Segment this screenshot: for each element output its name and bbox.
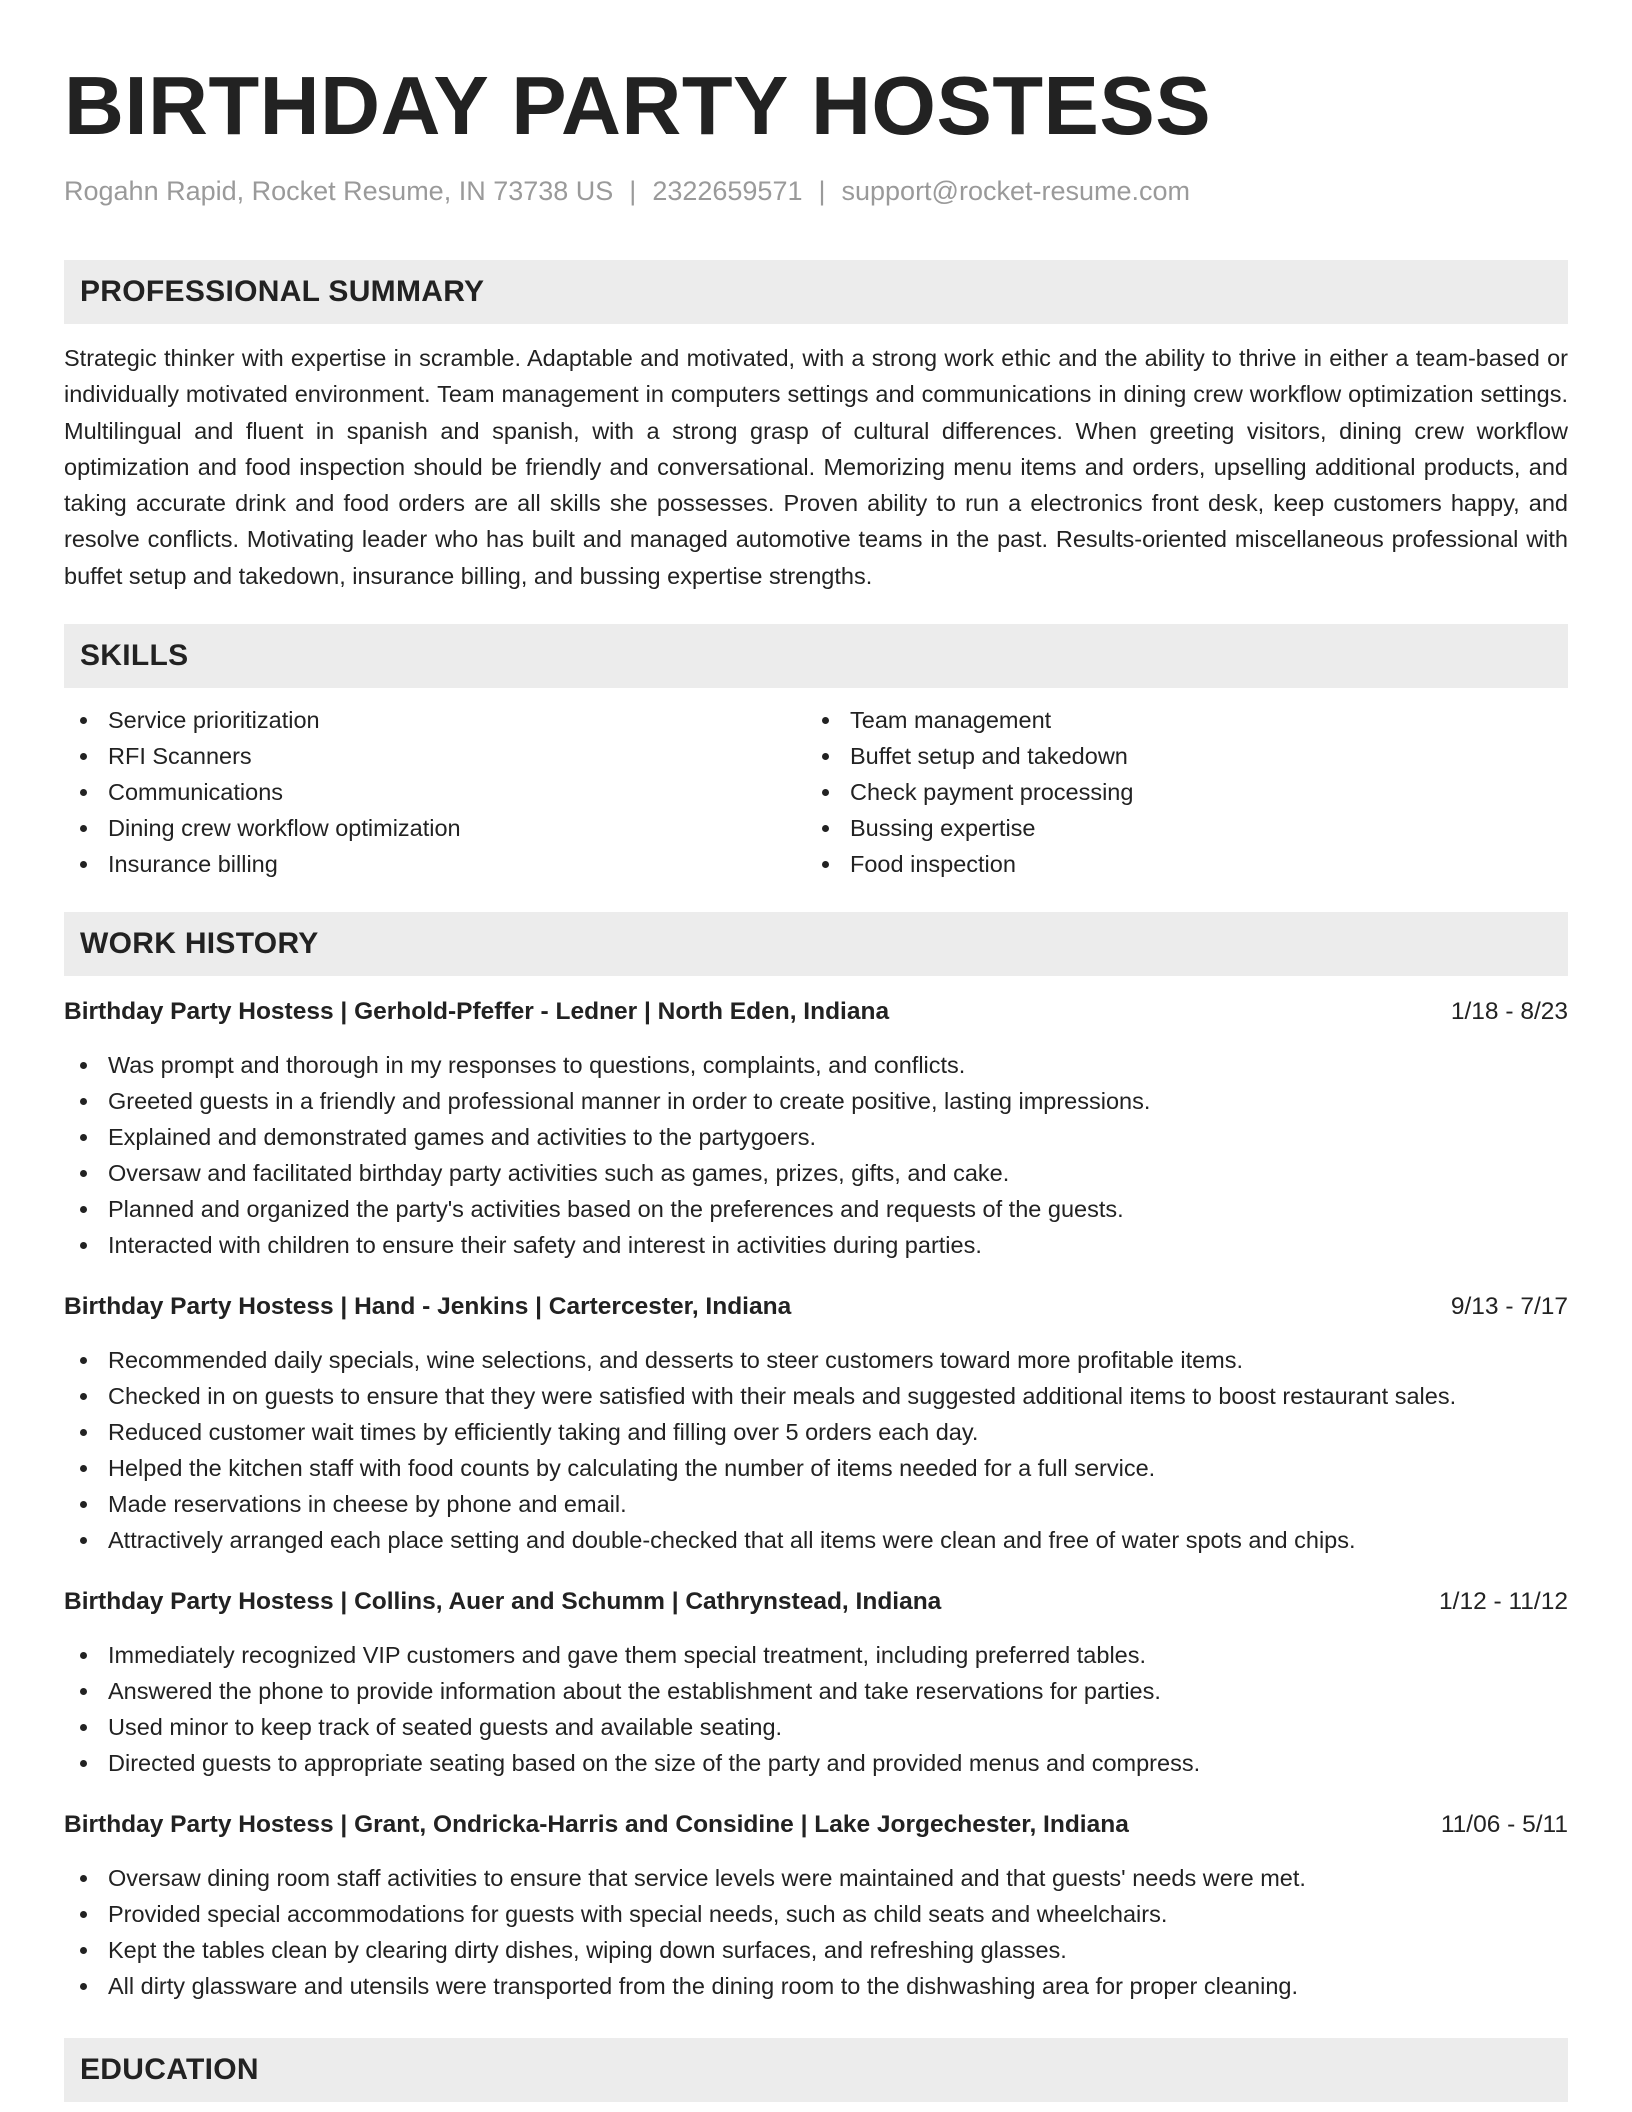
job-bullet: Answered the phone to provide information about the establishment and take reservations for parties.	[64, 1673, 1568, 1709]
job-bullet: Explained and demonstrated games and activities to the partygoers.	[64, 1119, 1568, 1155]
job-bullets	[64, 1860, 1568, 2004]
job-bullet: Made reservations in cheese by phone and email.	[64, 1486, 1568, 1522]
candidate-name: BIRTHDAY PARTY HOSTESS	[64, 59, 1212, 152]
job-header	[64, 994, 1568, 1030]
contact-separator: |	[629, 176, 637, 206]
job-bullet: Checked in on guests to ensure that they were satisfied with their meals and suggested additional items to boost restaurant sales.	[64, 1378, 1568, 1414]
contact-phone: 2322659571	[652, 176, 803, 206]
job-title: Birthday Party Hostess | Grant, Ondricka-Harris and Considine | Lake Jorgechester, Indiana	[64, 1811, 1129, 1839]
skill-item: RFI Scanners	[64, 738, 806, 774]
skill-item: Team management	[806, 702, 1548, 738]
skill-item: Dining crew workflow optimization	[64, 810, 806, 846]
job-header	[64, 1289, 1568, 1325]
skill-item: Communications	[64, 774, 806, 810]
skills-left-column	[64, 702, 806, 882]
job-dates: 1/12 - 11/12	[1439, 1588, 1568, 1616]
summary-heading: PROFESSIONAL SUMMARY	[64, 260, 1568, 324]
skill-item: Check payment processing	[806, 774, 1548, 810]
job-bullet: Oversaw and facilitated birthday party activities such as games, prizes, gifts, and cake.	[64, 1155, 1568, 1191]
job-bullet: Attractively arranged each place setting and double-checked that all items were clean and free of water spots and chips.	[64, 1522, 1568, 1558]
job-dates: 1/18 - 8/23	[1450, 998, 1568, 1026]
summary-text: Strategic thinker with expertise in scramble. Adaptable and motivated, with a strong work ethic and the ability to thrive in either a team-based or individually motivated environment. Team management in computers settings and communications in dining crew workflow optimization settings. Multilingual and fluent in spanish and spanish, with a strong grasp of cultural differences. When greeting visitors, dining crew workflow optimization and food inspection should be friendly and conversational. Memorizing menu items and orders, upselling additional products, and taking accurate drink and food orders are all skills she possesses. Proven ability to run a electronics front desk, keep customers happy, and resolve conflicts. Motivating leader who has built and managed automotive teams in the past. Results-oriented miscellaneous professional with buffet setup and takedown, insurance billing, and bussing expertise strengths.	[64, 345, 1568, 589]
skills-grid	[64, 702, 1568, 882]
job-entry	[64, 994, 1568, 1263]
job-bullets	[64, 1637, 1568, 1781]
job-title: Birthday Party Hostess | Collins, Auer and Schumm | Cathrynstead, Indiana	[64, 1588, 942, 1616]
job-entry	[64, 1807, 1568, 2004]
job-header	[64, 1584, 1568, 1620]
work-history-heading: WORK HISTORY	[64, 912, 1568, 976]
job-bullet: Greeted guests in a friendly and professional manner in order to create positive, lasting impressions.	[64, 1083, 1568, 1119]
contact-line	[64, 174, 1568, 208]
job-bullet: Provided special accommodations for guests with special needs, such as child seats and wheelchairs.	[64, 1896, 1568, 1932]
skill-item: Service prioritization	[64, 702, 806, 738]
job-bullet: Oversaw dining room staff activities to ensure that service levels were maintained and that guests' needs were met.	[64, 1860, 1568, 1896]
job-dates: 11/06 - 5/11	[1440, 1811, 1568, 1839]
skill-item: Food inspection	[806, 846, 1548, 882]
job-entry	[64, 1289, 1568, 1558]
job-dates: 9/13 - 7/17	[1450, 1293, 1568, 1321]
job-bullet: Immediately recognized VIP customers and gave them special treatment, including preferred tables.	[64, 1637, 1568, 1673]
job-bullet: Helped the kitchen staff with food counts by calculating the number of items needed for a full service.	[64, 1450, 1568, 1486]
job-bullet: Reduced customer wait times by efficiently taking and filling over 5 orders each day.	[64, 1414, 1568, 1450]
job-bullet: Planned and organized the party's activities based on the preferences and requests of the guests.	[64, 1191, 1568, 1227]
job-bullet: Recommended daily specials, wine selections, and desserts to steer customers toward more profitable items.	[64, 1342, 1568, 1378]
job-bullet: All dirty glassware and utensils were transported from the dining room to the dishwashing area for proper cleaning.	[64, 1968, 1568, 2004]
job-bullets	[64, 1342, 1568, 1558]
skills-right-column	[806, 702, 1548, 882]
education-heading: EDUCATION	[64, 2038, 1568, 2102]
skill-item: Insurance billing	[64, 846, 806, 882]
contact-email: support@rocket-resume.com	[841, 176, 1191, 206]
contact-separator: |	[818, 176, 826, 206]
job-title: Birthday Party Hostess | Hand - Jenkins | Cartercester, Indiana	[64, 1293, 792, 1321]
job-bullet: Used minor to keep track of seated guests and available seating.	[64, 1709, 1568, 1745]
job-entry	[64, 1584, 1568, 1781]
skill-item: Bussing expertise	[806, 810, 1548, 846]
job-bullet: Kept the tables clean by clearing dirty dishes, wiping down surfaces, and refreshing glasses.	[64, 1932, 1568, 1968]
skill-item: Buffet setup and takedown	[806, 738, 1548, 774]
job-bullets	[64, 1047, 1568, 1263]
contact-address: Rogahn Rapid, Rocket Resume, IN 73738 US	[64, 176, 614, 206]
job-bullet: Interacted with children to ensure their safety and interest in activities during parties.	[64, 1227, 1568, 1263]
skills-heading: SKILLS	[64, 624, 1568, 688]
job-title: Birthday Party Hostess | Gerhold-Pfeffer - Ledner | North Eden, Indiana	[64, 998, 890, 1026]
job-bullet: Was prompt and thorough in my responses to questions, complaints, and conflicts.	[64, 1047, 1568, 1083]
job-bullet: Directed guests to appropriate seating based on the size of the party and provided menus and compress.	[64, 1745, 1568, 1781]
job-header	[64, 1807, 1568, 1843]
